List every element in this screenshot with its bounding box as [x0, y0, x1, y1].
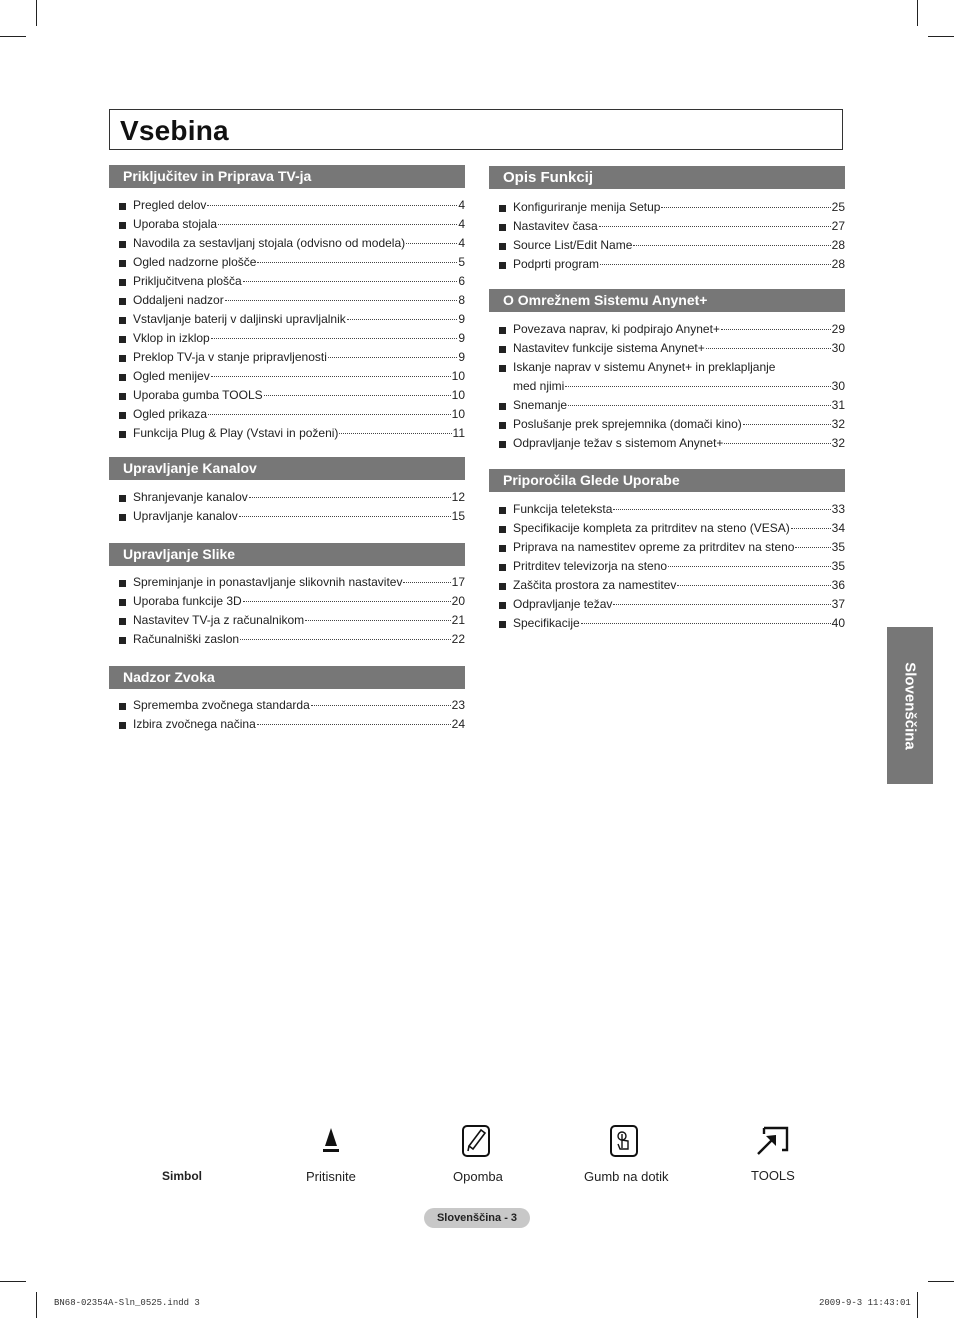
toc-page-number: 40 — [831, 616, 845, 630]
toc-page-number: 9 — [458, 331, 465, 345]
toc-entry[interactable] — [109, 573, 465, 592]
one-touch-icon — [609, 1124, 639, 1158]
section-anynet — [489, 289, 845, 453]
toc-page-number: 6 — [458, 274, 465, 288]
toc-entry[interactable] — [109, 386, 465, 405]
dot-leader — [339, 433, 451, 434]
section-recommendations — [489, 469, 845, 633]
toc-entry[interactable] — [109, 696, 465, 715]
toc-entry-text: Iskanje naprav v sistemu Anynet+ in preklapljanje — [513, 360, 776, 374]
toc-entry-text: Priprava na namestitev opreme za pritrditev na steno — [513, 540, 795, 554]
toc-list — [109, 488, 465, 526]
section-header: Opis Funkcij — [489, 166, 845, 189]
toc-page-number: 32 — [831, 436, 845, 450]
section-picture — [109, 543, 465, 649]
toc-page-number: 10 — [451, 388, 465, 402]
bullet-icon — [119, 298, 126, 305]
dot-leader — [264, 395, 451, 396]
toc-entry[interactable] — [489, 538, 845, 557]
toc-page-number: 21 — [451, 613, 465, 627]
toc-entry-text: Funkcija teleteksta — [513, 502, 613, 516]
dot-leader — [568, 405, 831, 406]
toc-page-number: 9 — [458, 350, 465, 364]
section-header: Upravljanje Kanalov — [109, 457, 465, 480]
bullet-icon — [499, 422, 506, 429]
press-icon — [321, 1126, 341, 1154]
dot-leader — [633, 245, 830, 246]
dot-leader — [668, 566, 831, 567]
dot-leader — [239, 516, 451, 517]
bullet-icon — [499, 205, 506, 212]
toc-page-number: 33 — [831, 502, 845, 516]
note-icon — [461, 1124, 493, 1158]
dot-leader — [243, 281, 458, 282]
toc-page-number: 4 — [458, 217, 465, 231]
toc-entry[interactable] — [489, 595, 845, 614]
toc-entry-text: Računalniški zaslon — [133, 632, 240, 646]
toc-entry[interactable] — [109, 272, 465, 291]
toc-entry[interactable] — [109, 310, 465, 329]
toc-page-number: 27 — [831, 219, 845, 233]
bullet-icon — [499, 403, 506, 410]
dot-leader — [706, 348, 831, 349]
toc-entry-text: Navodila za sestavljanj stojala (odvisno od modela) — [133, 236, 406, 250]
toc-entry-text: Vstavljanje baterij v daljinski upravljalnik — [133, 312, 346, 326]
section-header: Priporočila Glede Uporabe — [489, 469, 845, 492]
toc-entry-text: Spreminjanje in ponastavljanje slikovnih nastavitev — [133, 575, 403, 589]
toc-list — [489, 320, 845, 453]
toc-page-number: 4 — [458, 198, 465, 212]
bullet-icon — [499, 327, 506, 334]
toc-entry-text: Podprti program — [513, 257, 600, 271]
page-title: Vsebina — [120, 115, 229, 146]
toc-entry[interactable] — [109, 488, 465, 507]
toc-entry[interactable] — [489, 396, 845, 415]
toc-list — [489, 500, 845, 633]
toc-page-number: 12 — [451, 490, 465, 504]
dot-leader — [240, 639, 451, 640]
bullet-icon — [119, 317, 126, 324]
toc-page-number: 22 — [451, 632, 465, 646]
toc-entry-text: Sprememba zvočnega standarda — [133, 698, 310, 712]
toc-entry-text: Izbira zvočnega načina — [133, 717, 256, 731]
section-header: O Omrežnem Sistemu Anynet+ — [489, 289, 845, 312]
toc-page-number: 20 — [451, 594, 465, 608]
crop-mark — [36, 0, 37, 26]
crop-mark — [36, 1292, 37, 1318]
crop-mark — [917, 1292, 918, 1318]
section-channels — [109, 457, 465, 526]
bullet-icon — [499, 346, 506, 353]
bullet-icon — [499, 365, 506, 372]
toc-entry-text: Nastavitev časa — [513, 219, 598, 233]
toc-entry[interactable] — [489, 236, 845, 255]
toc-entry[interactable] — [489, 434, 845, 453]
toc-entry-text: Source List/Edit Name — [513, 238, 633, 252]
toc-entry-text: Preklop TV-ja v stanje pripravljenosti — [133, 350, 327, 364]
toc-entry[interactable] — [109, 424, 465, 443]
toc-entry-text: Funkcija Plug & Play (Vstavi in poženi) — [133, 426, 339, 440]
toc-page-number: 29 — [831, 322, 845, 336]
toc-page-number: 31 — [831, 398, 845, 412]
bullet-icon — [119, 374, 126, 381]
toc-page-number: 35 — [831, 559, 845, 573]
dot-leader — [243, 601, 451, 602]
toc-page-number: 30 — [831, 379, 845, 393]
toc-entry-text: Nastavitev funkcije sistema Anynet+ — [513, 341, 705, 355]
toc-entry-text: Povezava naprav, ki podpirajo Anynet+ — [513, 322, 720, 336]
dot-leader — [613, 604, 830, 605]
toc-entry[interactable] — [109, 630, 465, 649]
toc-entry-text: Upravljanje kanalov — [133, 509, 238, 523]
bullet-icon — [499, 441, 506, 448]
dot-leader — [743, 424, 831, 425]
toc-page-number: 23 — [451, 698, 465, 712]
bullet-icon — [499, 526, 506, 533]
bullet-icon — [499, 545, 506, 552]
dot-leader — [581, 623, 831, 624]
toc-entry[interactable] — [109, 405, 465, 424]
bullet-icon — [499, 564, 506, 571]
toc-entry-text: Zaščita prostora za namestitev — [513, 578, 677, 592]
imprint-date: 2009-9-3 11:43:01 — [819, 1298, 911, 1308]
bullet-icon — [119, 722, 126, 729]
toc-entry-text: Specifikacije kompleta za pritrditev na steno (VESA) — [513, 521, 790, 535]
toc-entry[interactable] — [489, 320, 845, 339]
toc-entry[interactable] — [109, 367, 465, 386]
toc-entry[interactable] — [489, 358, 845, 396]
bullet-icon — [119, 703, 126, 710]
toc-page-number: 10 — [451, 369, 465, 383]
toc-entry[interactable] — [489, 198, 845, 217]
toc-page-number: 30 — [831, 341, 845, 355]
dot-leader — [257, 724, 451, 725]
toc-entry-text: Uporaba funkcije 3D — [133, 594, 242, 608]
dot-leader — [600, 264, 831, 265]
toc-page-number: 10 — [451, 407, 465, 421]
dot-leader — [257, 262, 457, 263]
toc-entry-text: Ogled nadzorne plošče — [133, 255, 257, 269]
toc-page-number: 28 — [831, 257, 845, 271]
toc-entry-text-continued: med njimi — [513, 379, 565, 393]
dot-leader — [249, 497, 451, 498]
toc-page-number: 25 — [831, 200, 845, 214]
bullet-icon — [499, 583, 506, 590]
bullet-icon — [499, 224, 506, 231]
toc-entry[interactable] — [489, 500, 845, 519]
dot-leader — [724, 443, 830, 444]
bullet-icon — [119, 222, 126, 229]
bullet-icon — [119, 241, 126, 248]
crop-mark — [928, 1281, 954, 1282]
toc-list — [109, 196, 465, 443]
dot-leader — [328, 357, 457, 358]
legend-symbol-label: Simbol — [162, 1169, 203, 1183]
crop-mark — [0, 1281, 26, 1282]
title-box — [109, 109, 843, 150]
dot-leader — [403, 582, 450, 583]
toc-page-number: 36 — [831, 578, 845, 592]
toc-entry[interactable] — [489, 339, 845, 358]
toc-entry[interactable] — [109, 507, 465, 526]
dot-leader — [599, 226, 831, 227]
toc-entry-text: Oddaljeni nadzor — [133, 293, 224, 307]
toc-page-number: 37 — [831, 597, 845, 611]
toc-page-number: 17 — [451, 575, 465, 589]
toc-list — [109, 696, 465, 734]
bullet-icon — [499, 262, 506, 269]
toc-entry-text: Ogled menijev — [133, 369, 210, 383]
toc-page-number: 32 — [831, 417, 845, 431]
toc-entry-text: Pritrditev televizorja na steno — [513, 559, 668, 573]
bullet-icon — [119, 336, 126, 343]
bullet-icon — [119, 412, 126, 419]
toc-entry[interactable] — [109, 715, 465, 734]
section-features — [489, 166, 845, 274]
toc-entry-text: Priključitvena plošča — [133, 274, 242, 288]
dot-leader — [661, 207, 830, 208]
toc-entry[interactable] — [109, 215, 465, 234]
legend-one-touch-label: Gumb na dotik — [584, 1169, 669, 1184]
imprint-file: BN68-02354A-Sln_0525.indd 3 — [54, 1298, 200, 1308]
dot-leader — [211, 376, 451, 377]
dot-leader — [791, 528, 831, 529]
language-tab — [887, 627, 933, 784]
toc-entry-text: Specifikacije — [513, 616, 580, 630]
dot-leader — [207, 205, 457, 206]
toc-entry[interactable] — [109, 348, 465, 367]
toc-entry-text: Nastavitev TV-ja z računalnikom — [133, 613, 305, 627]
crop-mark — [0, 36, 26, 37]
toc-entry[interactable] — [109, 592, 465, 611]
toc-page-number: 5 — [458, 255, 465, 269]
dot-leader — [305, 620, 450, 621]
legend-tools-label: TOOLS — [751, 1168, 795, 1183]
legend-press-label: Pritisnite — [306, 1169, 356, 1184]
dot-leader — [565, 386, 830, 387]
toc-entry[interactable] — [489, 415, 845, 434]
bullet-icon — [119, 514, 126, 521]
dot-leader — [613, 509, 830, 510]
dot-leader — [795, 547, 830, 548]
legend-note-label: Opomba — [453, 1169, 503, 1184]
bullet-icon — [119, 431, 126, 438]
toc-entry-text: Uporaba gumba TOOLS — [133, 388, 263, 402]
toc-entry[interactable] — [489, 217, 845, 236]
toc-page-number: 24 — [451, 717, 465, 731]
crop-mark — [917, 0, 918, 26]
toc-entry[interactable] — [489, 557, 845, 576]
toc-entry-text: Pregled delov — [133, 198, 207, 212]
toc-entry-text: Shranjevanje kanalov — [133, 490, 248, 504]
toc-page-number: 8 — [458, 293, 465, 307]
bullet-icon — [499, 602, 506, 609]
toc-entry[interactable] — [109, 329, 465, 348]
toc-entry-text: Poslušanje prek sprejemnika (domači kino) — [513, 417, 742, 431]
toc-entry[interactable] — [489, 519, 845, 538]
tools-icon — [754, 1124, 790, 1158]
bullet-icon — [499, 621, 506, 628]
toc-entry-text: Ogled prikaza — [133, 407, 208, 421]
bullet-icon — [499, 507, 506, 514]
section-header: Upravljanje Slike — [109, 543, 465, 566]
toc-entry[interactable] — [489, 614, 845, 633]
toc-page-number: 34 — [831, 521, 845, 535]
bullet-icon — [119, 580, 126, 587]
crop-mark — [928, 36, 954, 37]
toc-entry-text: Odpravljanje težav s sistemom Anynet+ — [513, 436, 724, 450]
toc-entry[interactable] — [489, 576, 845, 595]
dot-leader — [225, 300, 458, 301]
toc-entry-text: Odpravljanje težav — [513, 597, 613, 611]
toc-page-number: 4 — [458, 236, 465, 250]
dot-leader — [208, 414, 451, 415]
bullet-icon — [499, 243, 506, 250]
bullet-icon — [119, 599, 126, 606]
toc-list — [109, 573, 465, 649]
bullet-icon — [119, 393, 126, 400]
page-number-badge: Slovenščina - 3 — [424, 1208, 530, 1228]
dot-leader — [347, 319, 458, 320]
toc-entry[interactable] — [109, 291, 465, 310]
bullet-icon — [119, 495, 126, 502]
section-header: Nadzor Zvoka — [109, 666, 465, 689]
language-tab-label: Slovenščina — [901, 661, 919, 750]
bullet-icon — [119, 618, 126, 625]
dot-leader — [311, 705, 451, 706]
section-connection — [109, 165, 465, 443]
toc-entry[interactable] — [489, 255, 845, 274]
toc-page-number: 28 — [831, 238, 845, 252]
toc-list — [489, 198, 845, 274]
toc-entry-text: Uporaba stojala — [133, 217, 218, 231]
toc-entry[interactable] — [109, 196, 465, 215]
toc-page-number: 9 — [458, 312, 465, 326]
dot-leader — [218, 224, 457, 225]
toc-page-number: 11 — [452, 426, 465, 440]
toc-entry[interactable] — [109, 234, 465, 253]
dot-leader — [721, 329, 831, 330]
dot-leader — [677, 585, 830, 586]
bullet-icon — [119, 279, 126, 286]
toc-entry-text: Snemanje — [513, 398, 568, 412]
dot-leader — [211, 338, 458, 339]
bullet-icon — [119, 260, 126, 267]
toc-entry[interactable] — [109, 611, 465, 630]
toc-page-number: 35 — [831, 540, 845, 554]
section-sound — [109, 666, 465, 734]
toc-entry-text: Konfiguriranje menija Setup — [513, 200, 661, 214]
toc-page-number: 15 — [451, 509, 465, 523]
dot-leader — [406, 243, 457, 244]
bullet-icon — [119, 355, 126, 362]
toc-entry[interactable] — [109, 253, 465, 272]
section-header: Priključitev in Priprava TV-ja — [109, 165, 465, 188]
toc-entry-text: Vklop in izklop — [133, 331, 210, 345]
bullet-icon — [119, 637, 126, 644]
bullet-icon — [119, 203, 126, 210]
